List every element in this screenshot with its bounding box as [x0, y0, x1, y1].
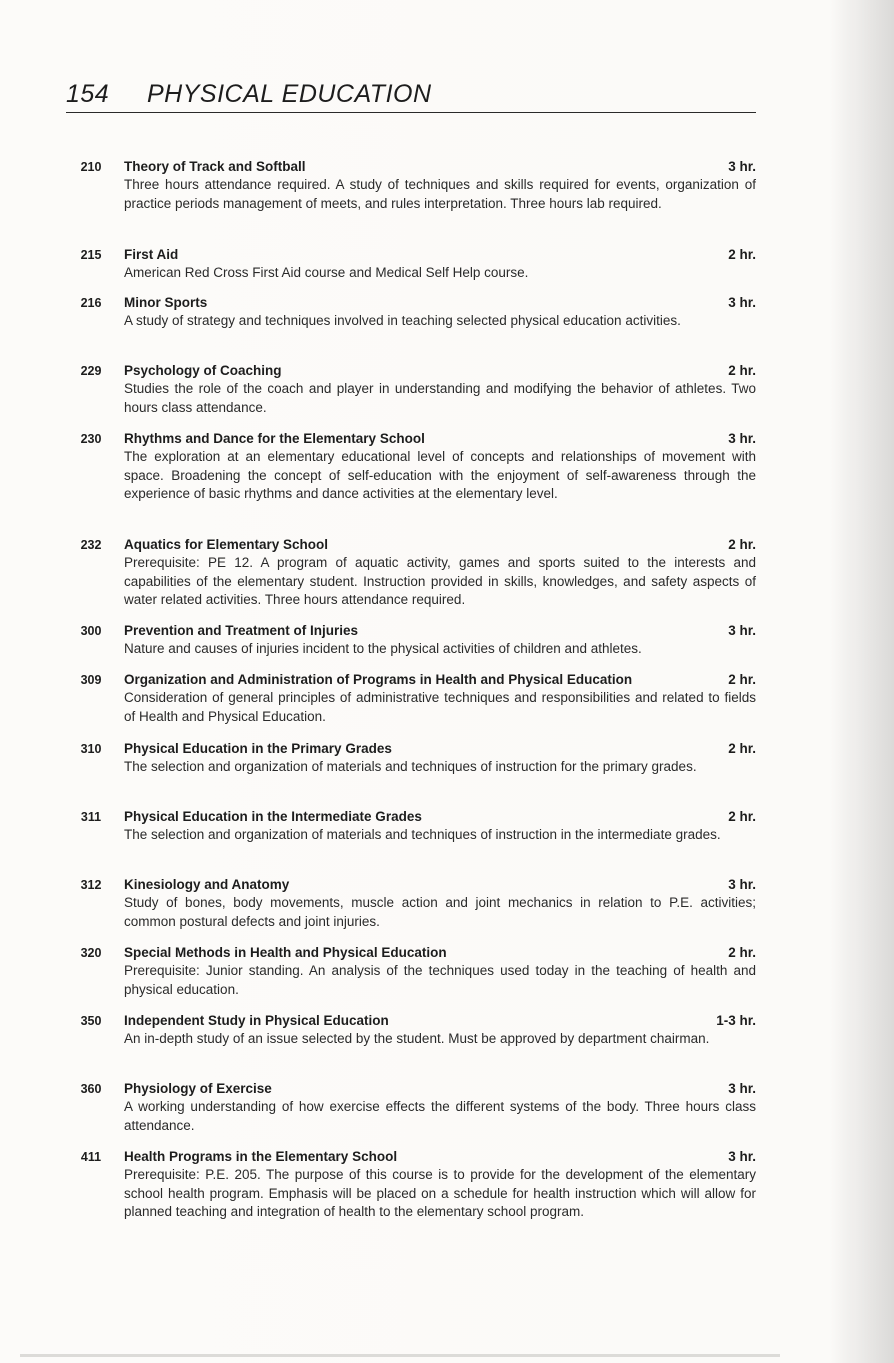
course-hours: 2 hr.	[728, 537, 756, 552]
course-number: 230	[80, 432, 102, 446]
course-title: Minor Sports	[124, 295, 208, 310]
course-number: 215	[80, 248, 102, 262]
course-title: Theory of Track and Softball	[124, 159, 306, 174]
course-hours: 2 hr.	[728, 945, 756, 960]
course-description: Prerequisite: P.E. 205. The purpose of this course is to provide for the development of the elementary school health program. Emphasis will be placed on a schedule for health instruction which will allow for planned teaching and integration of health to the elementary school program.	[124, 1167, 756, 1219]
course-description: American Red Cross First Aid course and Medical Self Help course.	[124, 265, 529, 280]
course-hours: 3 hr.	[728, 1081, 756, 1096]
course-hours: 2 hr.	[728, 247, 756, 262]
page-title: PHYSICAL EDUCATION	[147, 80, 432, 108]
course-description: Studies the role of the coach and player in understanding and modifying the behavior of athletes. Two hours class attendance.	[124, 381, 756, 415]
course-number: 350	[80, 1014, 102, 1028]
course-description: Prerequisite: Junior standing. An analysis of the techniques used today in the teaching of health and physical education.	[124, 963, 756, 997]
course-hours: 3 hr.	[728, 623, 756, 638]
course-number: 309	[80, 673, 102, 687]
course-number: 300	[80, 624, 102, 638]
course-description: Study of bones, body movements, muscle action and joint mechanics in relation to P.E. activities; common postural defects and joint injuries.	[124, 895, 756, 929]
course-title: Prevention and Treatment of Injuries	[124, 623, 359, 638]
course-hours: 3 hr.	[728, 877, 756, 892]
course-description: A working understanding of how exercise effects the different systems of the body. Three hours class attendance.	[124, 1099, 756, 1133]
course-title: Psychology of Coaching	[124, 363, 282, 378]
course-number: 311	[80, 810, 102, 824]
course-hours: 2 hr.	[728, 741, 756, 756]
course-title: Organization and Administration of Programs in Health and Physical Education	[124, 672, 633, 687]
course-number: 210	[80, 160, 102, 174]
course-number: 320	[80, 946, 102, 960]
course-title: Physical Education in the Primary Grades	[124, 741, 392, 756]
course-hours: 3 hr.	[728, 159, 756, 174]
course-description: An in-depth study of an issue selected by the student. Must be approved by department chairman.	[124, 1031, 710, 1046]
course-number: 411	[80, 1150, 102, 1164]
course-description: The exploration at an elementary educational level of concepts and relationships of movement with space. Broadening the concept of self-education with the enjoyment of self-awareness through the experience of basic rhythms and dance activities at the elementary level.	[124, 449, 756, 501]
course-title: Kinesiology and Anatomy	[124, 877, 290, 892]
course-hours: 3 hr.	[728, 295, 756, 310]
course-description: Prerequisite: PE 12. A program of aquatic activity, games and sports suited to the interests and capabilities of the elementary student. Instruction provided in skills, knowledges, and safety aspects of water related activities. Three hours attendance required.	[124, 555, 756, 607]
course-hours: 1-3 hr.	[716, 1013, 756, 1028]
course-number: 360	[80, 1082, 102, 1096]
course-title: Physiology of Exercise	[124, 1081, 272, 1096]
course-title: Aquatics for Elementary School	[124, 537, 329, 552]
course-title: Independent Study in Physical Education	[124, 1013, 389, 1028]
course-description: Consideration of general principles of administrative techniques and responsibilities and related to fields of Health and Physical Education.	[124, 690, 756, 724]
course-number: 312	[80, 878, 102, 892]
course-number: 310	[80, 742, 102, 756]
course-title: Rhythms and Dance for the Elementary School	[124, 431, 425, 446]
page-number: 154	[66, 80, 110, 108]
course-description: The selection and organization of materials and techniques of instruction in the intermediate grades.	[124, 827, 721, 842]
course-title: Special Methods in Health and Physical Education	[124, 945, 447, 960]
course-title: First Aid	[124, 247, 179, 262]
course-description: The selection and organization of materials and techniques of instruction for the primary grades.	[124, 759, 697, 774]
course-hours: 3 hr.	[728, 1149, 756, 1164]
course-description: A study of strategy and techniques involved in teaching selected physical education activities.	[124, 313, 681, 328]
course-description: Three hours attendance required. A study of techniques and skills required for events, organization of practice periods management of meets, and rules interpretation. Three hours lab required.	[124, 177, 756, 211]
course-number: 229	[80, 364, 102, 378]
course-description: Nature and causes of injuries incident to the physical activities of children and athletes.	[124, 641, 642, 656]
course-hours: 2 hr.	[728, 363, 756, 378]
course-hours: 2 hr.	[728, 809, 756, 824]
course-number: 232	[80, 538, 102, 552]
course-hours: 2 hr.	[728, 672, 756, 687]
course-title: Physical Education in the Intermediate Grades	[124, 809, 422, 824]
course-number: 216	[80, 296, 102, 310]
course-hours: 3 hr.	[728, 431, 756, 446]
course-title: Health Programs in the Elementary School	[124, 1149, 398, 1164]
